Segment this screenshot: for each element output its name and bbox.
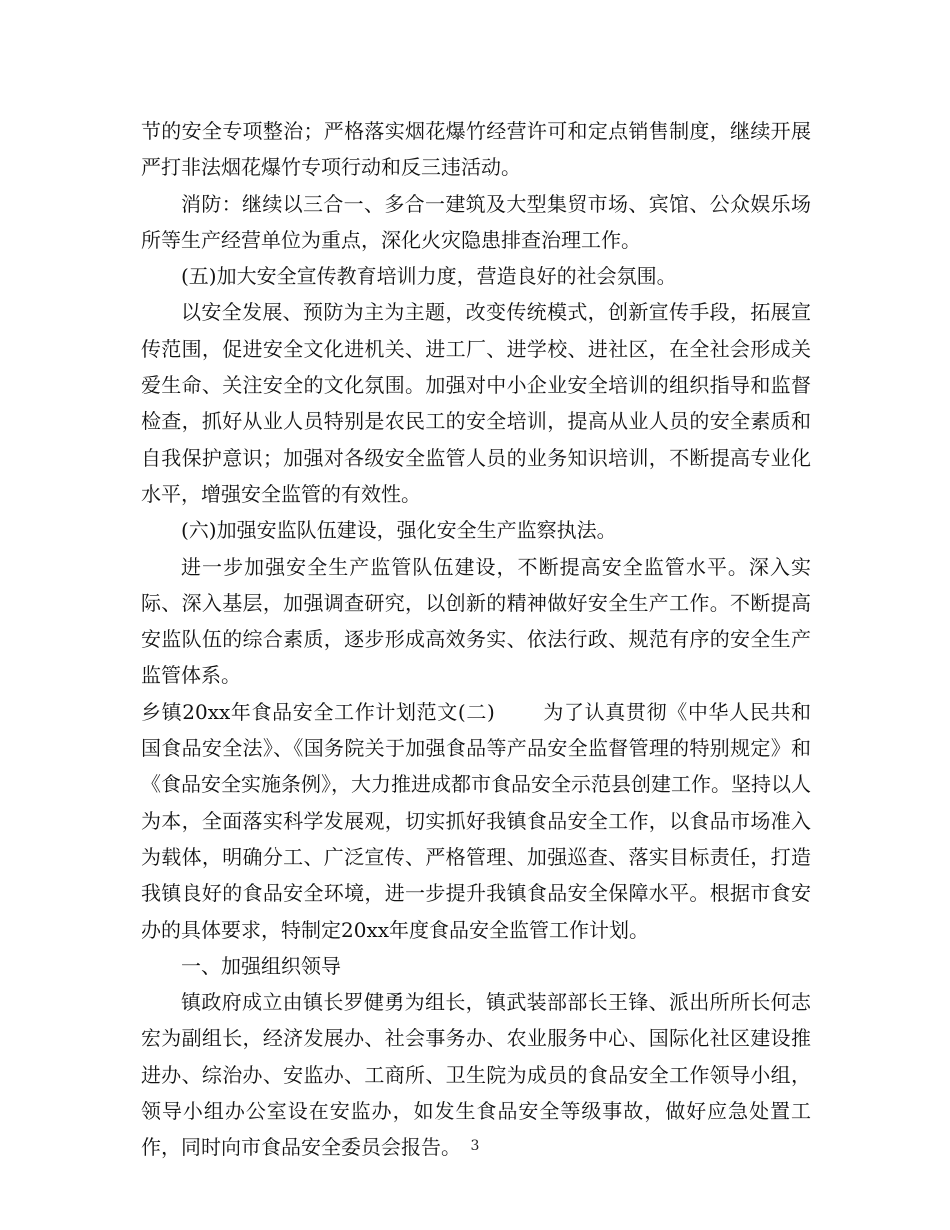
article-title: 乡镇20xx年食品安全工作计划范文(二) <box>141 699 495 724</box>
paragraph-food-safety-intro <box>141 694 811 948</box>
paragraph-publicity: 以安全发展、预防为主为主题，改变传统模式，创新宣传手段，拓展宣传范围，促进安全文化进机关、进工厂、进学校、进社区，在全社会形成关爱生命、关注安全的文化氛围。加强对中小企业安全培训的组织指导和监督检查，抓好从业人员特别是农民工的安全培训，提高从业人员的安全素质和自我保护意识；加强对各级安全监管人员的业务知识培训，不断提高专业化水平，增强安全监管的有效性。 <box>141 300 811 506</box>
paragraph-team-building: 进一步加强安全生产监管队伍建设，不断提高安全监管水平。深入实际、深入基层，加强调查研究，以创新的精神做好安全生产工作。不断提高安监队伍的综合素质，逐步形成高效务实、依法行政、规范有序的安全生产监管体系。 <box>141 554 811 688</box>
article-intro-text: 为了认真贯彻《中华人民共和国食品安全法》、《国务院关于加强食品等产品安全监督管理的特别规定》和《食品安全实施条例》，大力推进成都市食品安全示范县创建工作。坚持以人为本，全面落实科学发展观，切实抓好我镇食品安全工作，以食品市场准入为载体，明确分工、广泛宣传、严格管理、加强巡查、落实目标责任，打造我镇良好的食品安全环境，进一步提升我镇食品安全保障水平。根据市食安办的具体要求，特制定20xx年度食品安全监管工作计划。 <box>141 699 812 942</box>
section-heading-1: 一、加强组织领导 <box>181 953 341 978</box>
document-body <box>141 113 811 1166</box>
page-number: 3 <box>470 1138 480 1154</box>
section-heading-5: (五)加大安全宣传教育培训力度，营造良好的社会氛围。 <box>181 264 677 289</box>
paragraph-continued: 节的安全专项整治；严格落实烟花爆竹经营许可和定点销售制度，继续开展严打非法烟花爆竹专项行动和反三违活动。 <box>141 119 811 180</box>
section-heading-6: (六)加强安监队伍建设，强化安全生产监察执法。 <box>181 518 617 543</box>
paragraph-fire-safety: 消防：继续以三合一、多合一建筑及大型集贸市场、宾馆、公众娱乐场所等生产经营单位为重点，深化火灾隐患排查治理工作。 <box>141 191 811 252</box>
paragraph-leadership-group: 镇政府成立由镇长罗健勇为组长，镇武装部部长王锋、派出所所长何志宏为副组长，经济发展办、社会事务办、农业服务中心、国际化社区建设推进办、综治办、安监办、工商所、卫生院为成员的食品安全工作领导小组，领导小组办公室设在安监办，如发生食品安全等级事故，做好应急处置工作，同时向市食品安全委员会报告。 <box>141 990 811 1160</box>
